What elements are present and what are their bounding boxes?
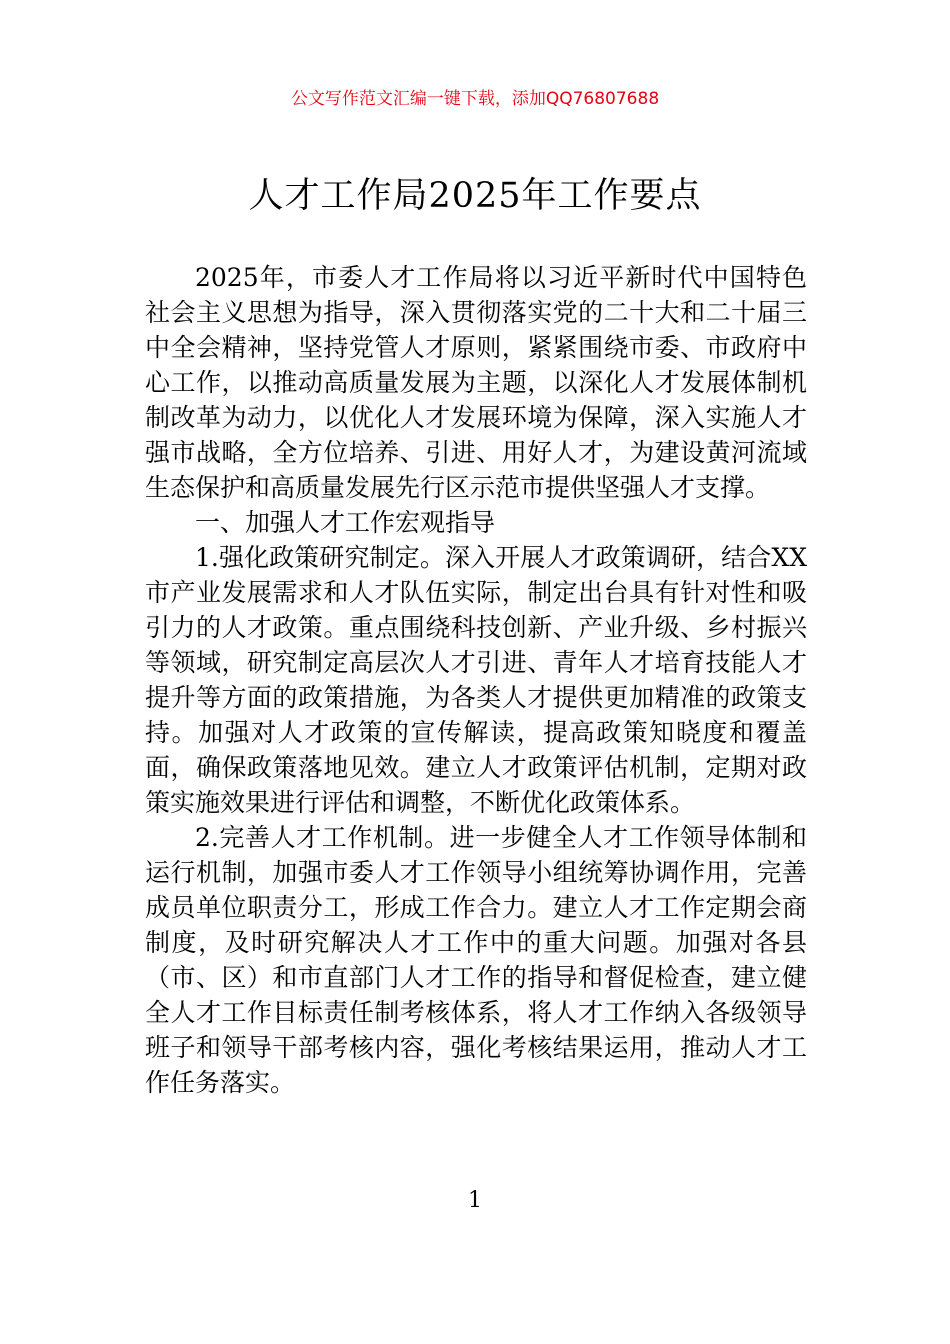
item-paragraph-2: 2.完善人才工作机制。进一步健全人才工作领导体制和运行机制，加强市委人才工作领导小组统筹协调作用，完善成员单位职责分工，形成工作合力。建立人才工作定期会商制度，及时研究解决人才工作中的重大问题。加强对各县（市、区）和市直部门人才工作的指导和督促检查，建立健全人才工作目标责任制考核体系，将人才工作纳入各级领导班子和领导干部考核内容，强化考核结果运用，推动人才工作任务落实。 (145, 823, 807, 1097)
document-title: 人才工作局2025年工作要点 (248, 176, 702, 216)
download-notice: 公文写作范文汇编一键下载，添加QQ76807688 (290, 89, 660, 109)
section-heading-1: 一、加强人才工作宏观指导 (195, 508, 496, 537)
page-number: 1 (468, 1188, 482, 1213)
intro-paragraph: 2025年，市委人才工作局将以习近平新时代中国特色社会主义思想为指导，深入贯彻落实党的二十大和二十届三中全会精神，坚持党管人才原则，紧紧围绕市委、市政府中心工作，以推动高质量发展为主题，以深化人才发展体制机制改革为动力，以优化人才发展环境为保障，深入实施人才强市战略，全方位培养、引进、用好人才，为建设黄河流域生态保护和高质量发展先行区示范市提供坚强人才支撑。 (145, 263, 807, 502)
document-body (145, 260, 807, 1100)
item-paragraph-1: 1.强化政策研究制定。深入开展人才政策调研，结合XX市产业发展需求和人才队伍实际，制定出台具有针对性和吸引力的人才政策。重点围绕科技创新、产业升级、乡村振兴等领域，研究制定高层次人才引进、青年人才培育技能人才提升等方面的政策措施，为各类人才提供更加精准的政策支持。加强对人才政策的宣传解读，提高政策知晓度和覆盖面，确保政策落地见效。建立人才政策评估机制，定期对政策实施效果进行评估和调整，不断优化政策体系。 (145, 543, 807, 817)
